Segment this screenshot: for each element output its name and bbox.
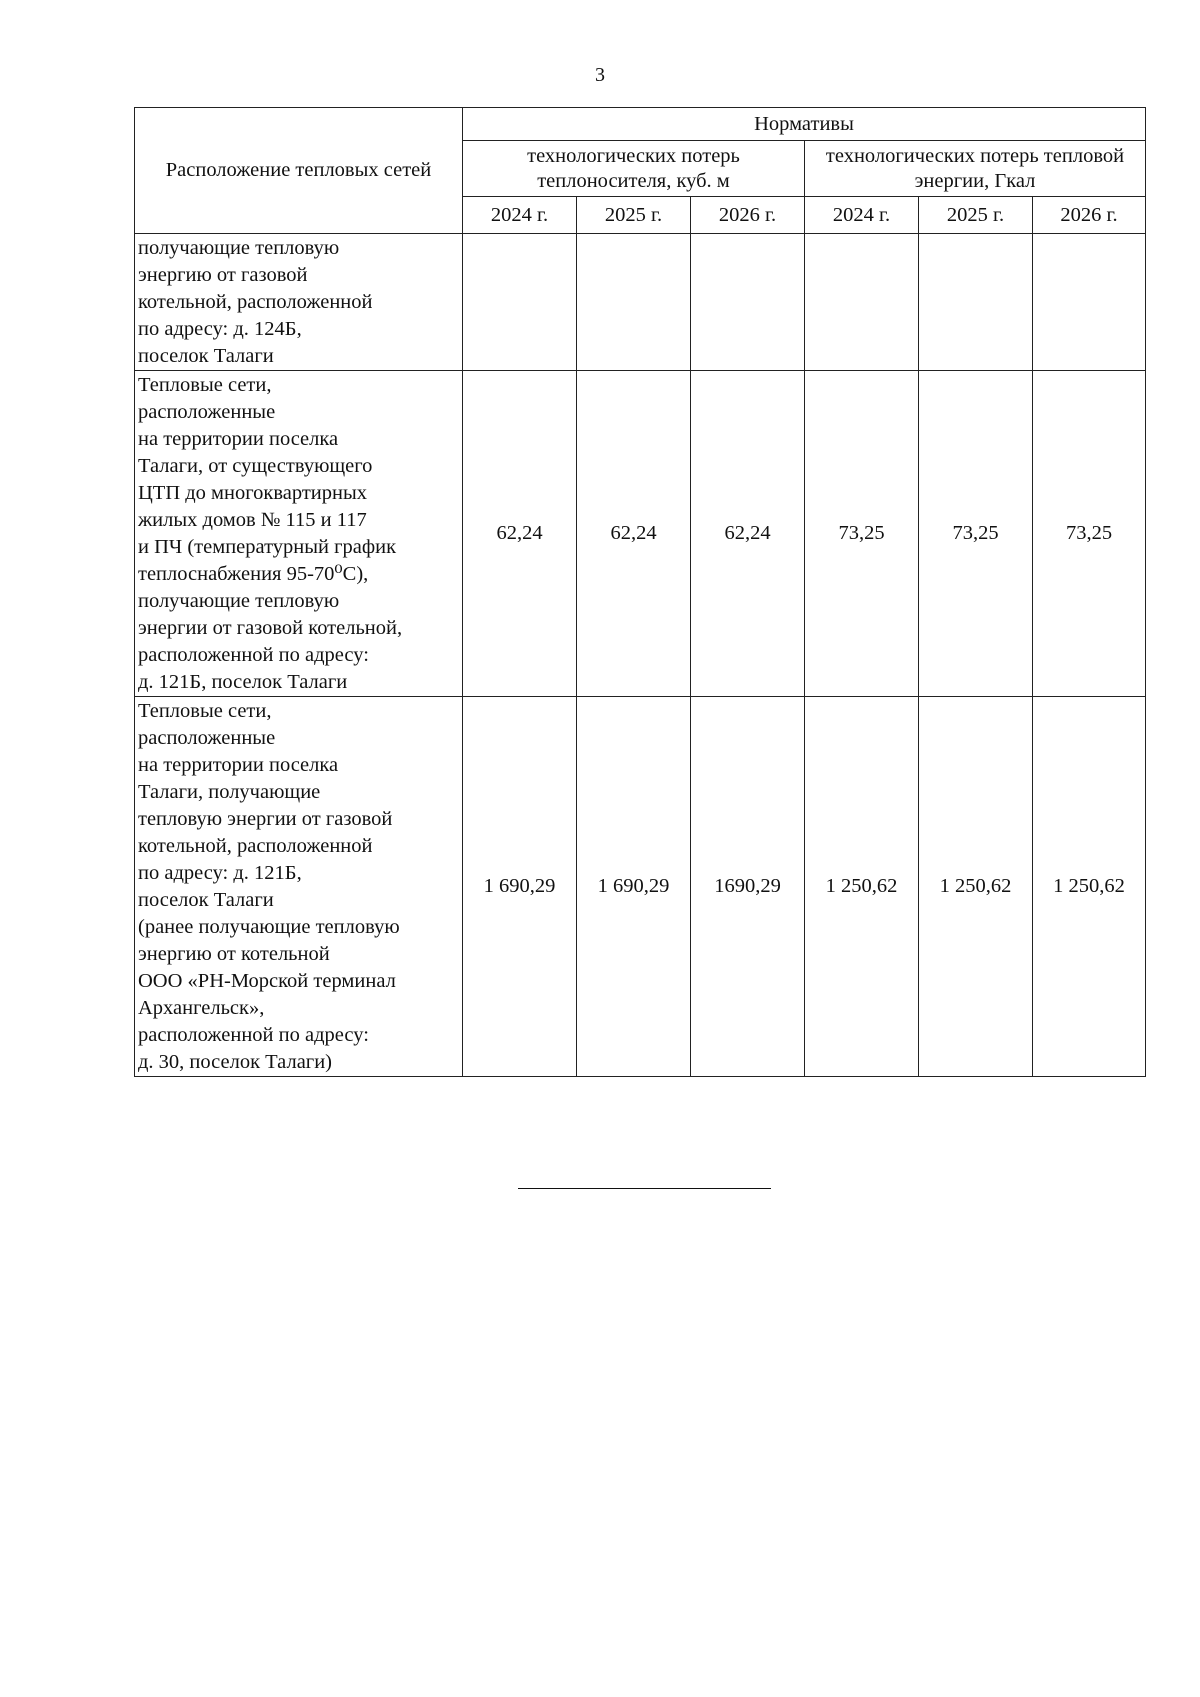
value-cell [919,234,1033,371]
location-line: расположенные [138,727,276,749]
location-line: энергию от газовой [138,264,308,286]
location-line: котельной, расположенной [138,835,373,857]
location-line: ЦТП до многоквартирных [138,482,368,504]
value-cell: 73,25 [805,371,919,697]
location-line: д. 121Б, поселок Талаги [138,671,348,693]
year-header: 2024 г. [805,197,919,234]
location-line: поселок Талаги [138,345,274,367]
value-cell [463,234,577,371]
location-line: Талаги, получающие [138,781,321,803]
value-cell: 73,25 [1033,371,1146,697]
location-line: котельной, расположенной [138,291,373,313]
value-cell: 73,25 [919,371,1033,697]
heat-energy-losses-header: технологических потерь тепловой энергии, Гкал [805,141,1146,197]
table-row [135,697,1146,1077]
value-cell [691,234,805,371]
location-line: на территории поселка [138,428,339,450]
location-line: Архангельск», [138,997,265,1019]
value-cell: 1690,29 [691,697,805,1077]
value-cell: 1 690,29 [463,697,577,1077]
location-line: энергию от котельной [138,943,330,965]
location-line: Талаги, от существующего [138,455,373,477]
location-line: расположенной по адресу: [138,1024,369,1046]
year-header: 2024 г. [463,197,577,234]
value-cell [1033,234,1146,371]
location-line: и ПЧ (температурный график [138,536,397,558]
coolant-losses-header: технологических потерь теплоносителя, куб. м [463,141,805,197]
value-cell: 1 250,62 [1033,697,1146,1077]
location-line: теплоснабжения 95-70⁰С), [138,563,369,585]
location-cell [135,234,463,371]
location-line: энергии от газовой котельной, [138,617,403,639]
location-line: ООО «РН-Морской терминал [138,970,396,992]
value-cell [577,234,691,371]
year-header: 2026 г. [1033,197,1146,234]
year-header: 2025 г. [919,197,1033,234]
closing-rule [518,1188,771,1189]
location-line: жилых домов № 115 и 117 [138,509,367,531]
location-line: расположенной по адресу: [138,644,369,666]
value-cell [805,234,919,371]
location-header: Расположение тепловых сетей [135,108,463,234]
value-cell: 62,24 [577,371,691,697]
value-cell: 1 250,62 [919,697,1033,1077]
location-line: д. 30, поселок Талаги) [138,1051,332,1073]
location-line: получающие тепловую [138,237,340,259]
location-line: поселок Талаги [138,889,274,911]
header-row-norms [135,108,1146,141]
value-cell: 1 250,62 [805,697,919,1077]
value-cell: 1 690,29 [577,697,691,1077]
location-cell [135,371,463,697]
value-cell: 62,24 [463,371,577,697]
location-line: Тепловые сети, [138,374,272,396]
location-line: получающие тепловую [138,590,340,612]
table-row [135,371,1146,697]
location-line: тепловую энергии от газовой [138,808,393,830]
location-line: по адресу: д. 121Б, [138,862,302,884]
location-line: по адресу: д. 124Б, [138,318,302,340]
year-header: 2025 г. [577,197,691,234]
location-line: (ранее получающие тепловую [138,916,400,938]
page-number: 3 [595,64,605,86]
norms-header: Нормативы [463,108,1146,141]
location-cell [135,697,463,1077]
location-line: расположенные [138,401,276,423]
norms-table [134,107,1146,1077]
value-cell: 62,24 [691,371,805,697]
location-line: на территории поселка [138,754,339,776]
location-line: Тепловые сети, [138,700,272,722]
year-header: 2026 г. [691,197,805,234]
table-row [135,234,1146,371]
